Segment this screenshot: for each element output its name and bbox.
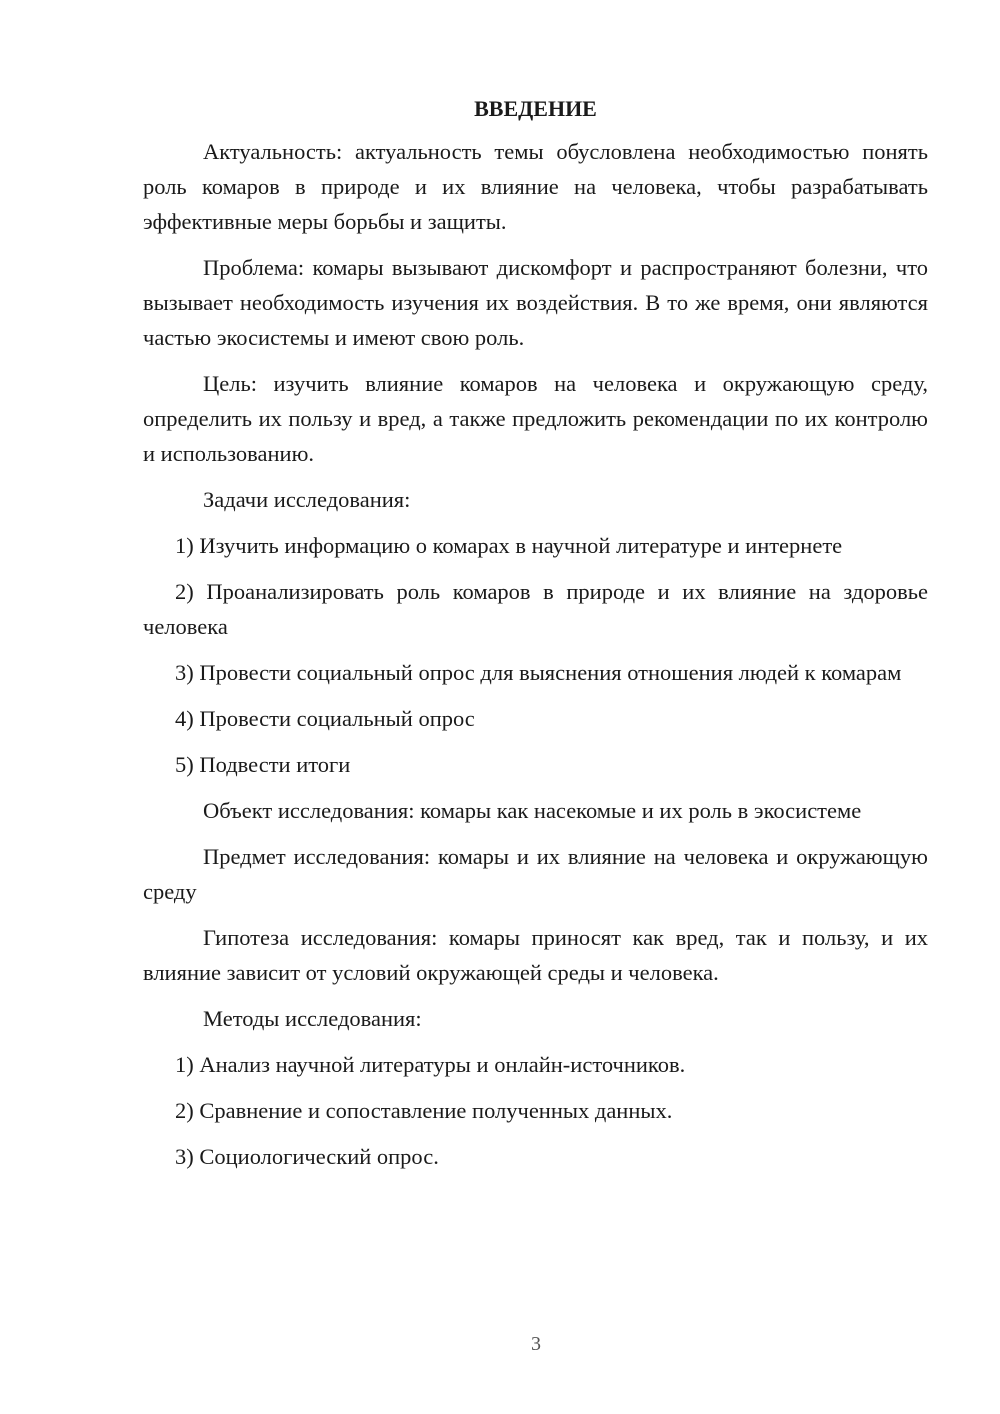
tasks-heading: Задачи исследования: [203, 487, 411, 512]
goal-paragraph: Цель: изучить влияние комаров на человека и окружающую среду, определить их пользу и вред, а также предложить рекомендации по их контролю и использованию. [143, 371, 928, 466]
task-item-4: 4) Провести социальный опрос [175, 706, 475, 731]
method-item-2: 2) Сравнение и сопоставление полученных данных. [175, 1098, 673, 1123]
task-item-1: 1) Изучить информацию о комарах в научной литературе и интернете [175, 533, 843, 558]
task-item-3: 3) Провести социальный опрос для выяснения отношения людей к комарам [175, 660, 902, 685]
page-title: ВВЕДЕНИЕ [474, 96, 597, 121]
problem-paragraph: Проблема: комары вызывают дискомфорт и распространяют болезни, что вызывает необходимость изучения их воздействия. В то же время, они являются частью экосистемы и имеют свою роль. [143, 255, 928, 350]
relevance-paragraph: Актуальность: актуальность темы обусловлена необходимостью понять роль комаров в природе и их влияние на человека, чтобы разрабатывать эффективные меры борьбы и защиты. [143, 139, 928, 234]
method-item-1: 1) Анализ научной литературы и онлайн-источников. [175, 1052, 686, 1077]
page-number: 3 [531, 1333, 541, 1355]
document-page [143, 93, 928, 1185]
subject-paragraph: Предмет исследования: комары и их влияние на человека и окружающую среду [143, 844, 928, 904]
method-item-3: 3) Социологический опрос. [175, 1144, 439, 1169]
task-item-2: 2) Проанализировать роль комаров в природе и их влияние на здоровье человека [143, 579, 928, 639]
hypothesis-paragraph: Гипотеза исследования: комары приносят как вред, так и пользу, и их влияние зависит от условий окружающей среды и человека. [143, 925, 928, 985]
task-item-5: 5) Подвести итоги [175, 752, 351, 777]
object-paragraph: Объект исследования: комары как насекомые и их роль в экосистеме [203, 798, 862, 823]
methods-heading: Методы исследования: [203, 1006, 422, 1031]
